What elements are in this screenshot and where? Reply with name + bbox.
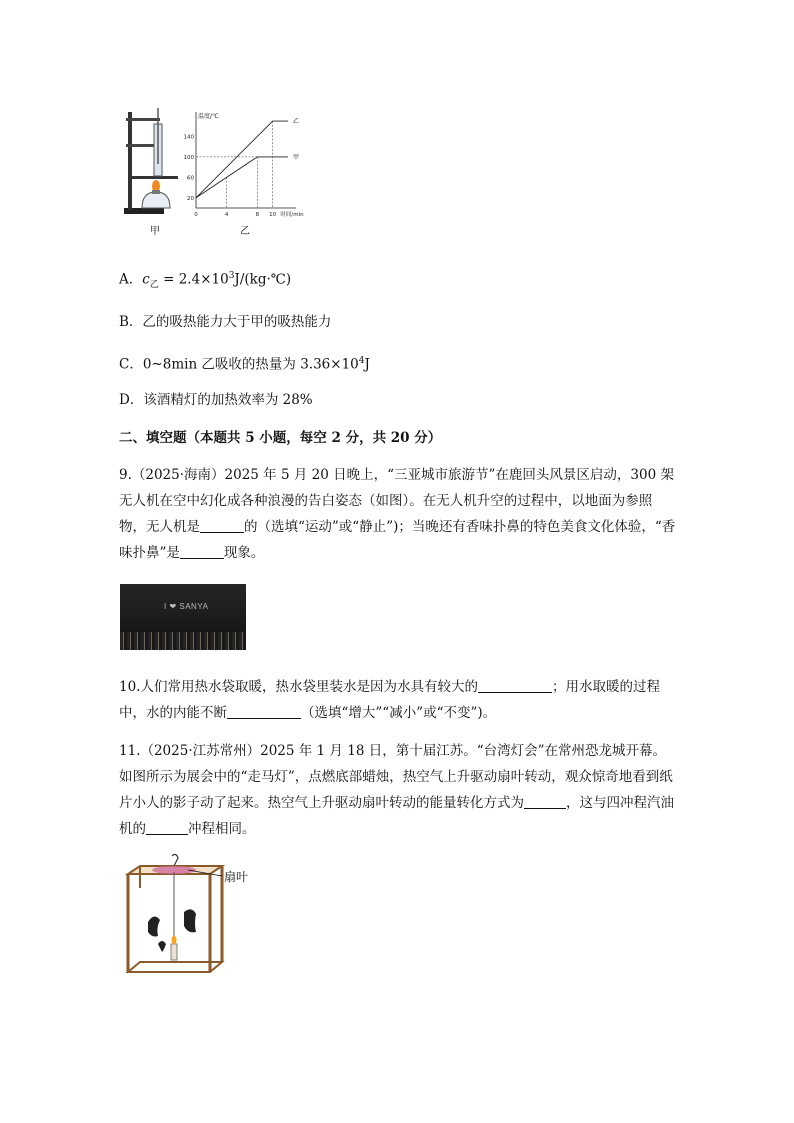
question-9: 9.（2025·海南）2025 年 5 月 20 日晚上，“三亚城市旅游节”在鹿回头风景区启动，300 架无人机在空中幻化成各种浪漫的告白姿态（如图）。在无人机升空的过程中，以地面为参照物，无人机是 的（选填“运动”或“静止”)；当晚还有香味扑鼻的特色美食文化体验，“香味扑鼻”是 现象。: [119, 467, 676, 561]
option-b: B．乙的吸热能力大于甲的吸热能力: [119, 314, 332, 330]
series-line: [196, 157, 288, 198]
x-axis-label: 时间/min: [280, 212, 304, 218]
y-axis-label: 温度/℃: [198, 113, 219, 120]
question-10: 10.人们常用热水袋取暖，热水袋里装水是因为水具有较大的 ；用水取暖的过程中，水的内能不断 （选填“增大”“减小”或“不变”)。: [119, 679, 660, 721]
y-tick-label: 60: [187, 175, 194, 182]
revolving-lantern-figure: [118, 852, 228, 982]
x-tick-label: 0: [194, 212, 198, 218]
option-c: C．0~8min 乙吸收的热量为 $3.36\times 10^4J$: [119, 356, 370, 373]
y-tick-label: 20: [187, 195, 194, 202]
option-d: D．该酒精灯的加热效率为 28%: [119, 392, 313, 408]
question-11: 11.（2025·江苏常州）2025 年 1 月 18 日，第十届江苏。“台湾灯会”在常州恐龙城开幕。如图所示为展会中的“走马灯”，点燃底部蜡烛，热空气上升驱动扇叶转动，观众惊奇地看到纸片小人的影子动了起来。热空气上升驱动扇叶转动的能量转化方式为 ，这与四冲程汽油机的 冲程相同。: [119, 743, 674, 837]
sanya-photo-text: I ❤ SANYA: [164, 602, 209, 611]
x-tick-label: 10: [269, 212, 277, 218]
y-tick-label: 100: [183, 154, 194, 161]
x-tick-label: 8: [255, 212, 260, 218]
series-label: 甲: [293, 153, 300, 161]
figure-label-right: 乙: [240, 226, 250, 237]
option-a: A．$c_乙$ = $2.4\times 10^3J/(kg\cdot℃)$: [119, 271, 292, 291]
series-line: [196, 121, 288, 198]
sanya-drone-photo: [120, 584, 246, 650]
city-lights: [120, 632, 246, 650]
x-tick-label: 4: [224, 212, 229, 218]
section-heading: 二、填空题（本题共 5 小题，每空 2 分，共 20 分）: [119, 430, 442, 446]
fan-blade-label: 扇叶: [224, 870, 249, 884]
y-tick-label: 140: [183, 134, 194, 141]
temperature-time-chart: [176, 104, 306, 234]
series-label: 乙: [293, 118, 300, 126]
figure-label-left: 甲: [150, 226, 160, 237]
